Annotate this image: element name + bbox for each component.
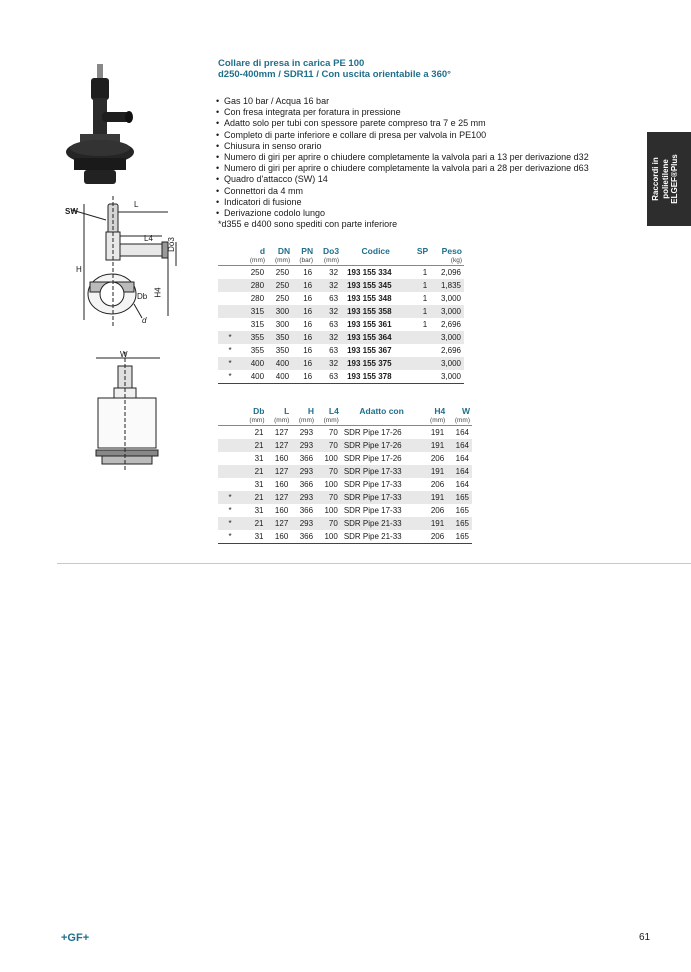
gf-logo: +GF+ [61, 932, 90, 944]
column-unit: (mm) [422, 416, 447, 426]
table-row: 280 250 16 63 193 155 348 1 3,000 [250, 294, 461, 303]
drawing-label-h: H [76, 265, 82, 274]
drawing-label-do3: Do3 [166, 237, 176, 252]
list-item: • Numero di giri per aprire o chiudere completamente la valvola pari a 28 per derivazione d63 [216, 163, 589, 174]
column-header: L [284, 405, 290, 416]
column-header: d [259, 245, 266, 256]
column-header: W [461, 405, 470, 416]
page-number: 61 [639, 932, 651, 943]
column-unit: (mm) [315, 256, 341, 266]
column-unit: (mm) [242, 256, 267, 266]
section-tab-line-2: ELGEF®Plus [670, 154, 679, 204]
column-header: Peso [441, 245, 462, 256]
column-unit [341, 256, 410, 266]
table-row: 31 160 366 100 SDR Pipe 17-33 206 164 [254, 480, 469, 489]
column-unit: (mm) [242, 416, 267, 426]
list-item: • Quadro d'attacco (SW) 14 [216, 174, 589, 185]
column-header: Do3 [323, 245, 340, 256]
table-row: * 355 350 16 32 193 155 364 3,000 [218, 331, 464, 344]
column-header: H [307, 405, 315, 416]
list-item: • Con fresa integrata per foratura in pressione [216, 107, 589, 118]
column-unit: (mm) [267, 256, 292, 266]
drawing-label-d: d [142, 316, 147, 325]
column-header: PN [301, 245, 314, 256]
technical-drawing-front [94, 352, 164, 477]
column-unit: (mm) [447, 416, 472, 426]
list-item: • Derivazione codolo lungo [216, 208, 589, 219]
list-item: • Adatto solo per tubi con spessore parete compreso tra 7 e 25 mm [216, 118, 589, 129]
list-item: • Indicatori di fusione [216, 197, 589, 208]
table-row: 315 300 16 32 193 155 358 1 3,000 [218, 305, 464, 318]
drawing-label-db: Db [137, 292, 148, 301]
column-unit: (mm) [267, 416, 292, 426]
table-row: * 355 350 16 63 193 155 367 2,696 [228, 346, 461, 355]
table-row: * 21 127 293 70 SDR Pipe 17-33 191 165 [218, 491, 472, 504]
table-row: 21 127 293 70 SDR Pipe 17-26 191 164 [218, 439, 472, 452]
column-unit: (mm) [291, 416, 316, 426]
product-photo [60, 62, 140, 192]
column-header: SP [416, 245, 429, 256]
column-unit: (mm) [316, 416, 341, 426]
divider [57, 563, 691, 564]
dimensions-table [218, 405, 472, 544]
table-row: * 400 400 16 63 193 155 378 3,000 [218, 370, 464, 384]
title-line-1: Collare di presa in carica PE 100 [218, 58, 365, 69]
drawing-label-sw: SW [65, 207, 78, 216]
list-item: • Completo di parte inferiore e collare di presa per valvola in PE100 [216, 130, 589, 141]
code-table [218, 245, 464, 384]
title-line-2: d250-400mm / SDR11 / Con uscita orientabile a 360° [218, 69, 451, 80]
column-header: H4 [434, 405, 446, 416]
column-header: Db [253, 405, 265, 416]
table-row: 31 160 366 100 SDR Pipe 17-26 206 164 [254, 454, 469, 463]
column-unit [341, 416, 423, 426]
column-header: Codice [361, 245, 390, 256]
feature-list [216, 96, 589, 219]
table-row: 280 250 16 32 193 155 345 1 1,835 [218, 279, 464, 292]
section-tab-line-1: Raccordi in polietilene [651, 157, 670, 201]
table-row: 250 250 16 32 193 155 334 1 2,096 [250, 268, 461, 277]
column-unit [410, 256, 430, 266]
table-row: * 400 400 16 32 193 155 375 3,000 [218, 357, 464, 370]
table-row: 21 127 293 70 SDR Pipe 17-33 191 164 [218, 465, 472, 478]
list-item: • Numero di giri per aprire o chiudere completamente la valvola pari a 13 per derivazione d32 [216, 152, 589, 163]
column-header: L4 [328, 405, 339, 416]
table-row: 21 127 293 70 SDR Pipe 17-26 191 164 [254, 428, 469, 437]
column-unit: (bar) [292, 256, 315, 266]
table-row: * 31 160 366 100 SDR Pipe 21-33 206 165 [218, 530, 472, 544]
list-item: • Chiusura in senso orario [216, 141, 589, 152]
drawing-label-h4: H4 [153, 287, 163, 298]
column-header: DN [277, 245, 291, 256]
column-unit: (kg) [430, 256, 464, 266]
section-tab-text [647, 132, 691, 226]
table-row: * 31 160 366 100 SDR Pipe 17-33 206 165 [228, 506, 469, 515]
drawing-label-w: W [120, 350, 128, 359]
list-item: • Connettori da 4 mm [216, 186, 589, 197]
shipping-note: *d355 e d400 sono spediti con parte inferiore [218, 219, 398, 229]
table-row: 315 300 16 63 193 155 361 1 2,696 [250, 320, 461, 329]
section-tab [647, 132, 691, 226]
table-row: * 21 127 293 70 SDR Pipe 21-33 191 165 [218, 517, 472, 530]
product-title [218, 58, 451, 80]
drawing-label-l4: L4 [144, 234, 153, 243]
column-header: Adatto con [359, 405, 404, 416]
list-item: • Gas 10 bar / Acqua 16 bar [216, 96, 589, 107]
drawing-label-l: L [134, 200, 139, 209]
